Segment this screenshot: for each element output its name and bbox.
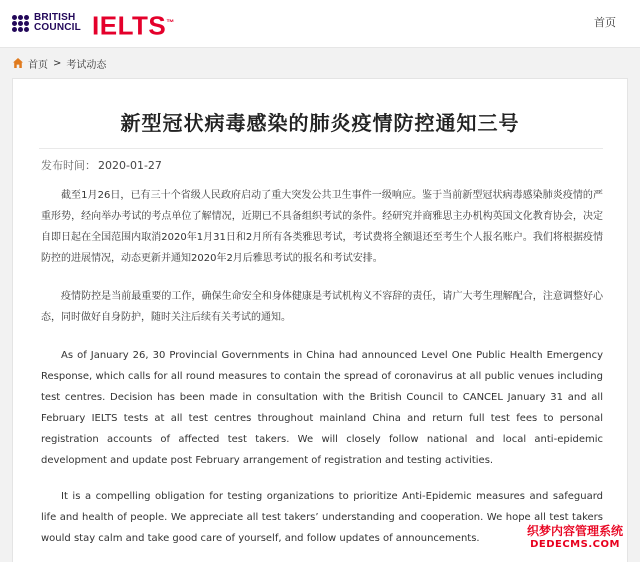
breadcrumb-separator: > bbox=[53, 57, 62, 69]
english-paragraph-1: As of January 26, 30 Provincial Governments in China had announced Level One Public Health Emergency Response, which calls for all round measures to contain the spread of coronavirus at all public venues including test centres. Decision has been made in consultation with the British Council to CANCEL January 31 and all February IELTS tests at all test centres throughout mainland China and return full test fees to personal registration accounts of affected test takers. We will closely follow national and local anti-epidemic development and update post February arrangement of registration and testing activities. bbox=[41, 350, 603, 466]
breadcrumb-current[interactable]: 考试动态 bbox=[66, 59, 107, 71]
trademark-symbol: ™ bbox=[166, 18, 175, 27]
watermark-en: DEDECMS.COM bbox=[530, 539, 620, 550]
site-header bbox=[0, 0, 640, 48]
article-card bbox=[12, 78, 628, 562]
brand-line-1: BRITISH bbox=[34, 12, 76, 23]
british-council-logo[interactable] bbox=[12, 13, 81, 33]
article-body bbox=[41, 185, 603, 562]
brand-line-2: COUNCIL bbox=[34, 22, 81, 33]
article-title: 新型冠状病毒感染的肺炎疫情防控通知三号 bbox=[120, 111, 520, 135]
publish-date-value: 2020-01-27 bbox=[98, 159, 162, 172]
breadcrumb-home[interactable]: 首页 bbox=[28, 59, 48, 71]
home-icon bbox=[12, 57, 24, 69]
chinese-paragraph-1: 截至1月26日，已有三十个省级人民政府启动了重大突发公共卫生事件一级响应。鉴于当前新型冠状病毒感染肺炎疫情的严重形势，经向举办考试的考点单位了解情况，近期已不具备组织考试的条件。经研究并商雅思主办机构英国文化教育协会，决定自即日起在全国范围内取消2020年1月31日和2月所有各类雅思考试，考试费将全额退还至考生个人报名账户。我们将根据疫情防控的进展情况，动态更新并通知2020年2月后雅思考试的报名和考试安排。 bbox=[41, 190, 603, 264]
english-paragraph-2: It is a compelling obligation for testing organizations to prioritize Anti-Epidemic measures and safeguard life and health of people. We appreciate all test takers’ understanding and cooperation. We hope all test takers would stay calm and take good care of yourself, and follow updates of announcements. bbox=[41, 491, 603, 544]
chinese-paragraph-2: 疫情防控是当前最重要的工作，确保生命安全和身体健康是考试机构义不容辞的责任，请广大考生理解配合，注意调整好心态，同时做好自身防护，随时关注后续有关考试的通知。 bbox=[41, 291, 603, 323]
british-council-dots-icon bbox=[12, 15, 29, 32]
header-home-link[interactable]: 首页 bbox=[594, 16, 616, 29]
breadcrumb bbox=[12, 56, 106, 70]
ielts-wordmark: IELTS bbox=[92, 10, 167, 41]
publish-date-label: 发布时间： bbox=[41, 159, 96, 172]
watermark bbox=[516, 524, 634, 552]
ielts-logo[interactable] bbox=[92, 8, 175, 41]
publish-date bbox=[41, 157, 162, 173]
title-divider bbox=[39, 148, 603, 149]
british-council-wordmark bbox=[34, 13, 81, 33]
watermark-cn: 织梦内容管理系统 bbox=[526, 524, 623, 538]
